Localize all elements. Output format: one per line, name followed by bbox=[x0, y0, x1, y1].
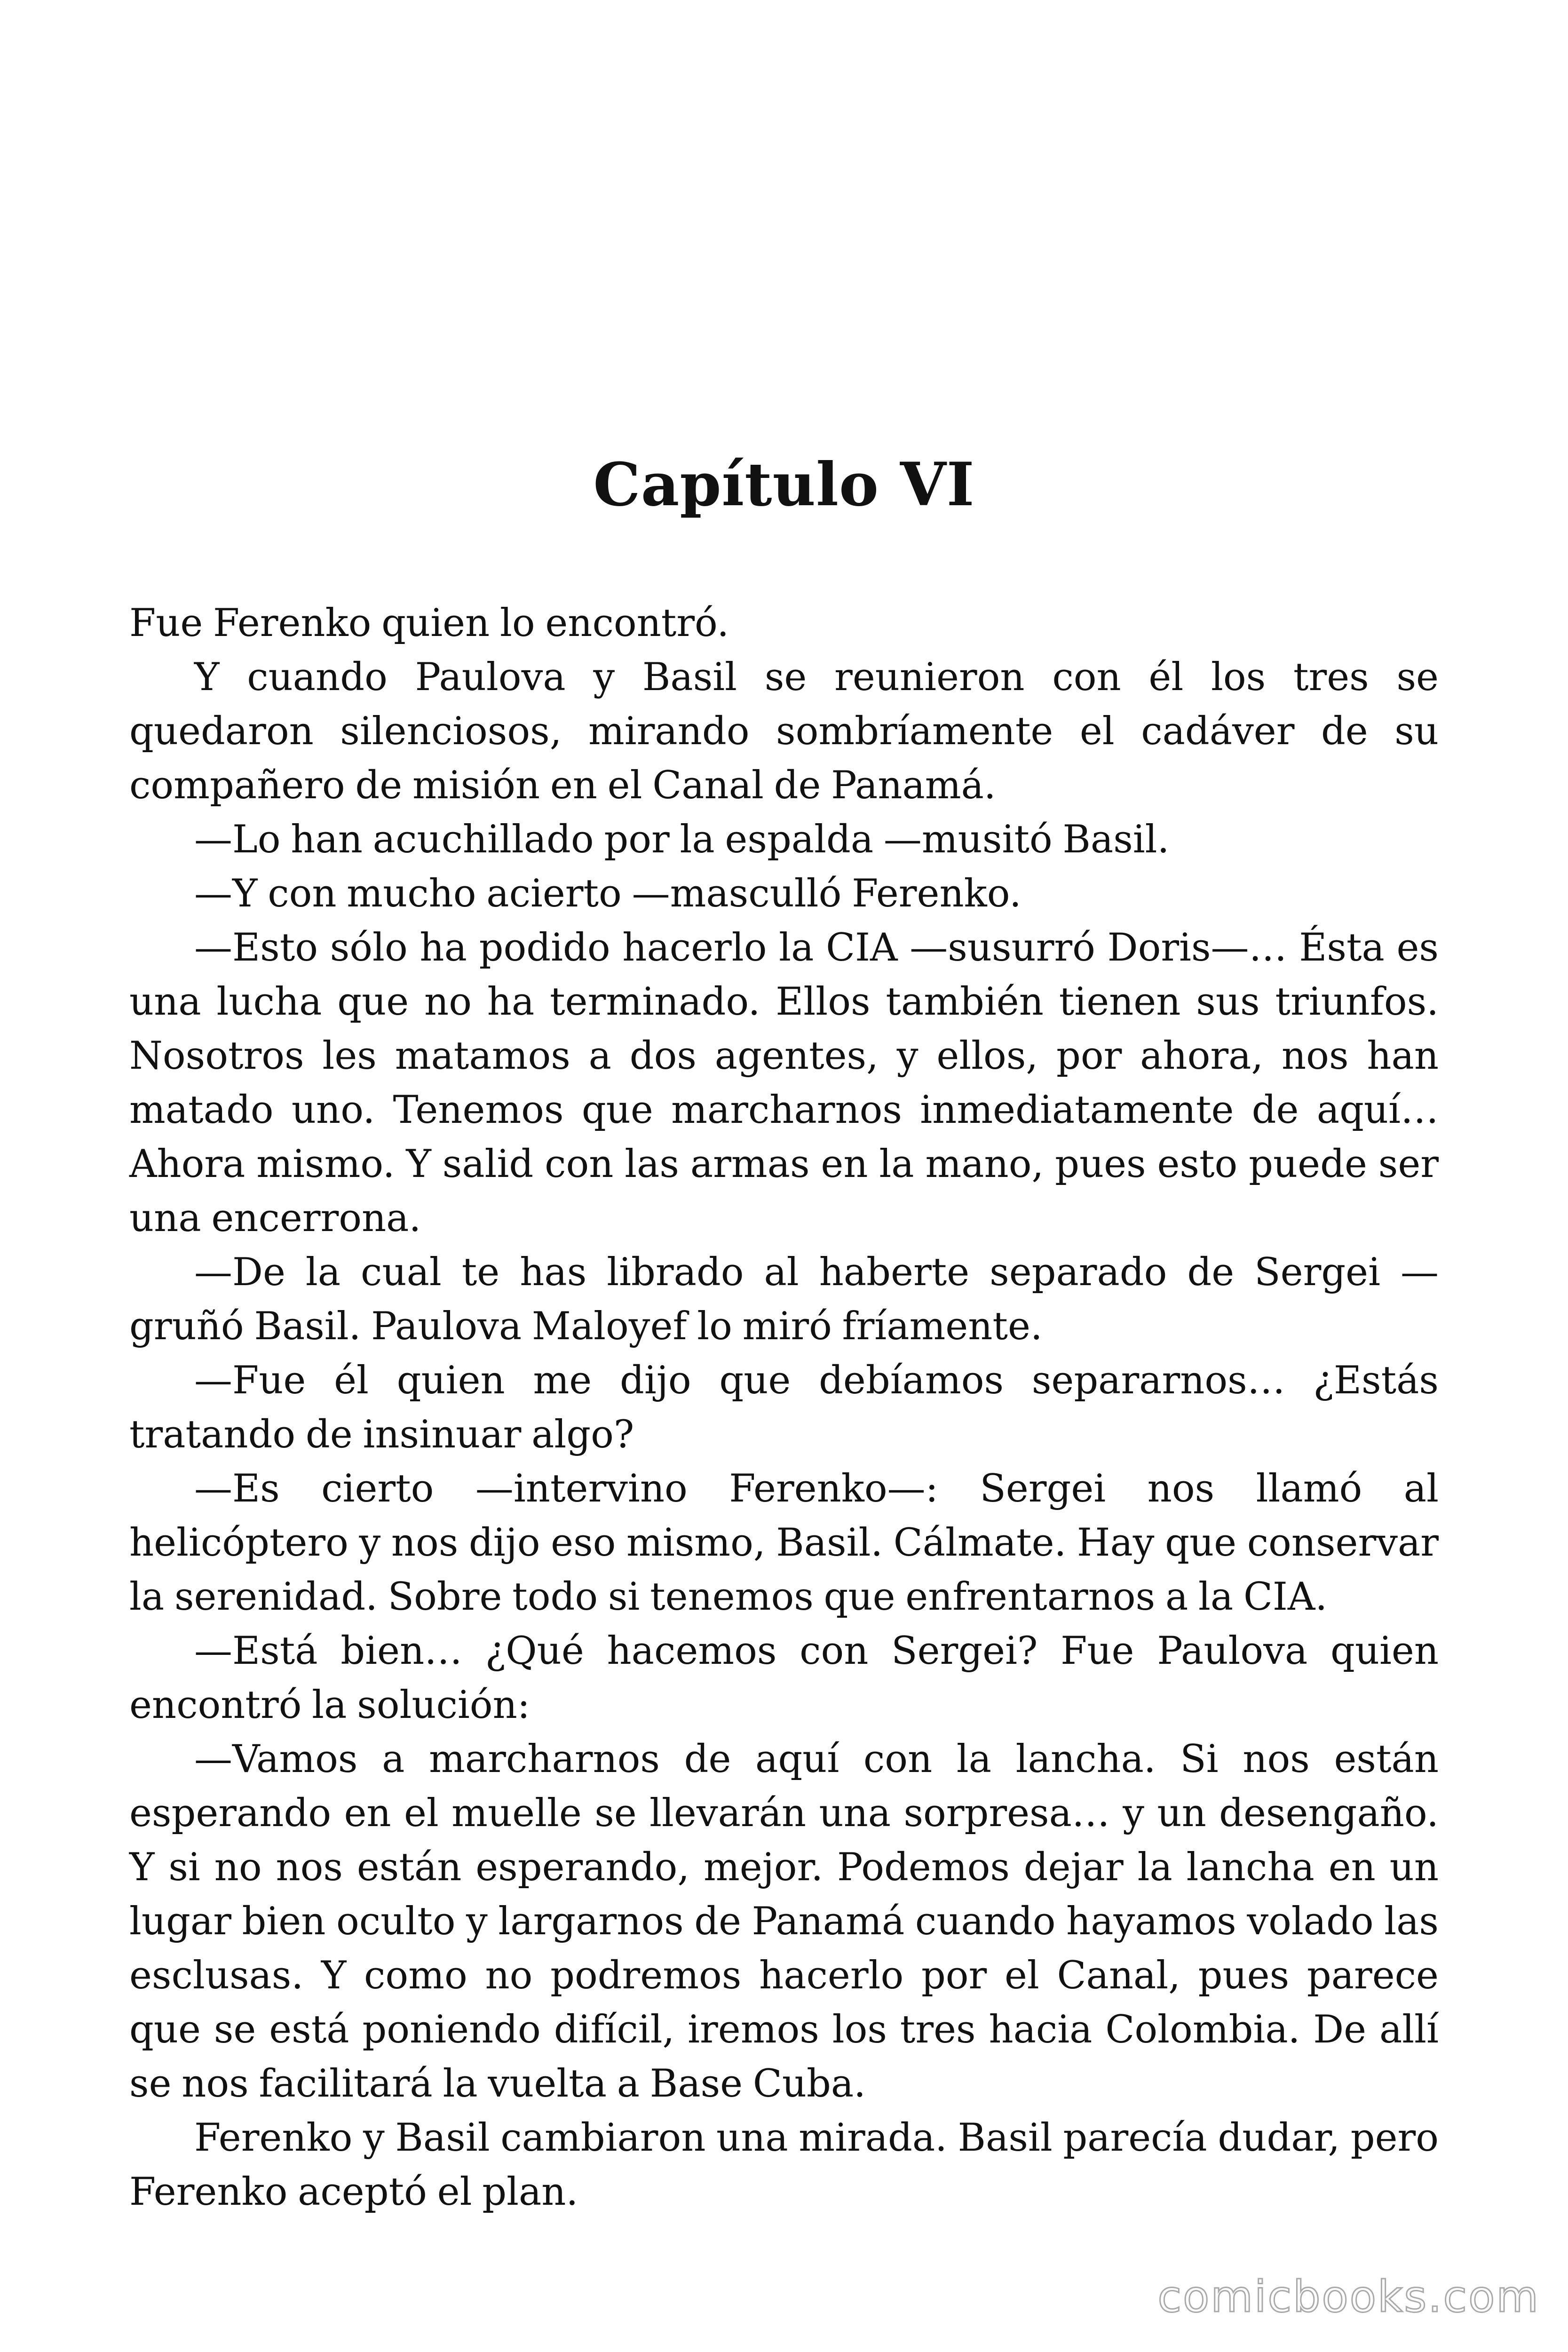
paragraph: —Y con mucho acierto —masculló Ferenko. bbox=[194, 872, 1022, 916]
paragraph: —Está bien… ¿Qué hacemos con Sergei? Fue Paulova quien encontró la solución: bbox=[129, 1629, 1439, 1727]
chapter-title: Capítulo VI bbox=[593, 450, 975, 519]
paragraph: —Fue él quien me dijo que debíamos separarnos… ¿Estás tratando de insinuar algo? bbox=[129, 1359, 1439, 1457]
paragraph: Fue Ferenko quien lo encontró. bbox=[129, 601, 729, 645]
watermark: comicbooks.com bbox=[1157, 2272, 1540, 2322]
paragraph: —Vamos a marcharnos de aquí con la lancha. Si nos están esperando en el muelle se llevarán una sorpresa… y un desengaño. Y si no nos están esperando, mejor. Podemos dejar la lancha en un lugar bien oculto y largarnos de Panamá cuando hayamos volado las esclusas. Y como no podremos hacerlo por el Canal, pues parece que se está poniendo difícil, iremos los tres hacia Colombia. De allí se nos facilitará la vuelta a Base Cuba. bbox=[129, 1737, 1439, 2106]
paragraph: —De la cual te has librado al haberte separado de Sergei —gruñó Basil. Paulova Maloyef lo miró fríamente. bbox=[129, 1250, 1439, 1349]
paragraph: —Esto sólo ha podido hacerlo la CIA —susurró Doris—… Ésta es una lucha que no ha terminado. Ellos también tienen sus triunfos. Nosotros les matamos a dos agentes, y ellos, por ahora, nos han matado uno. Tenemos que marcharnos inmediatamente de aquí… Ahora mismo. Y salid con las armas en la mano, pues esto puede ser una encerrona. bbox=[129, 926, 1439, 1240]
paragraph: Y cuando Paulova y Basil se reunieron con él los tres se quedaron silenciosos, mirando sombríamente el cadáver de su compañero de misión en el Canal de Panamá. bbox=[129, 655, 1439, 808]
paragraph: —Lo han acuchillado por la espalda —musitó Basil. bbox=[194, 818, 1170, 862]
paragraph: —Es cierto —intervino Ferenko—: Sergei nos llamó al helicóptero y nos dijo eso mismo, Basil. Cálmate. Hay que conservar la serenidad. Sobre todo si tenemos que enfrentarnos a la CIA. bbox=[129, 1467, 1439, 1619]
chapter-body bbox=[129, 596, 1439, 2219]
paragraph: Ferenko y Basil cambiaron una mirada. Basil parecía dudar, pero Ferenko aceptó el plan. bbox=[129, 2116, 1439, 2214]
